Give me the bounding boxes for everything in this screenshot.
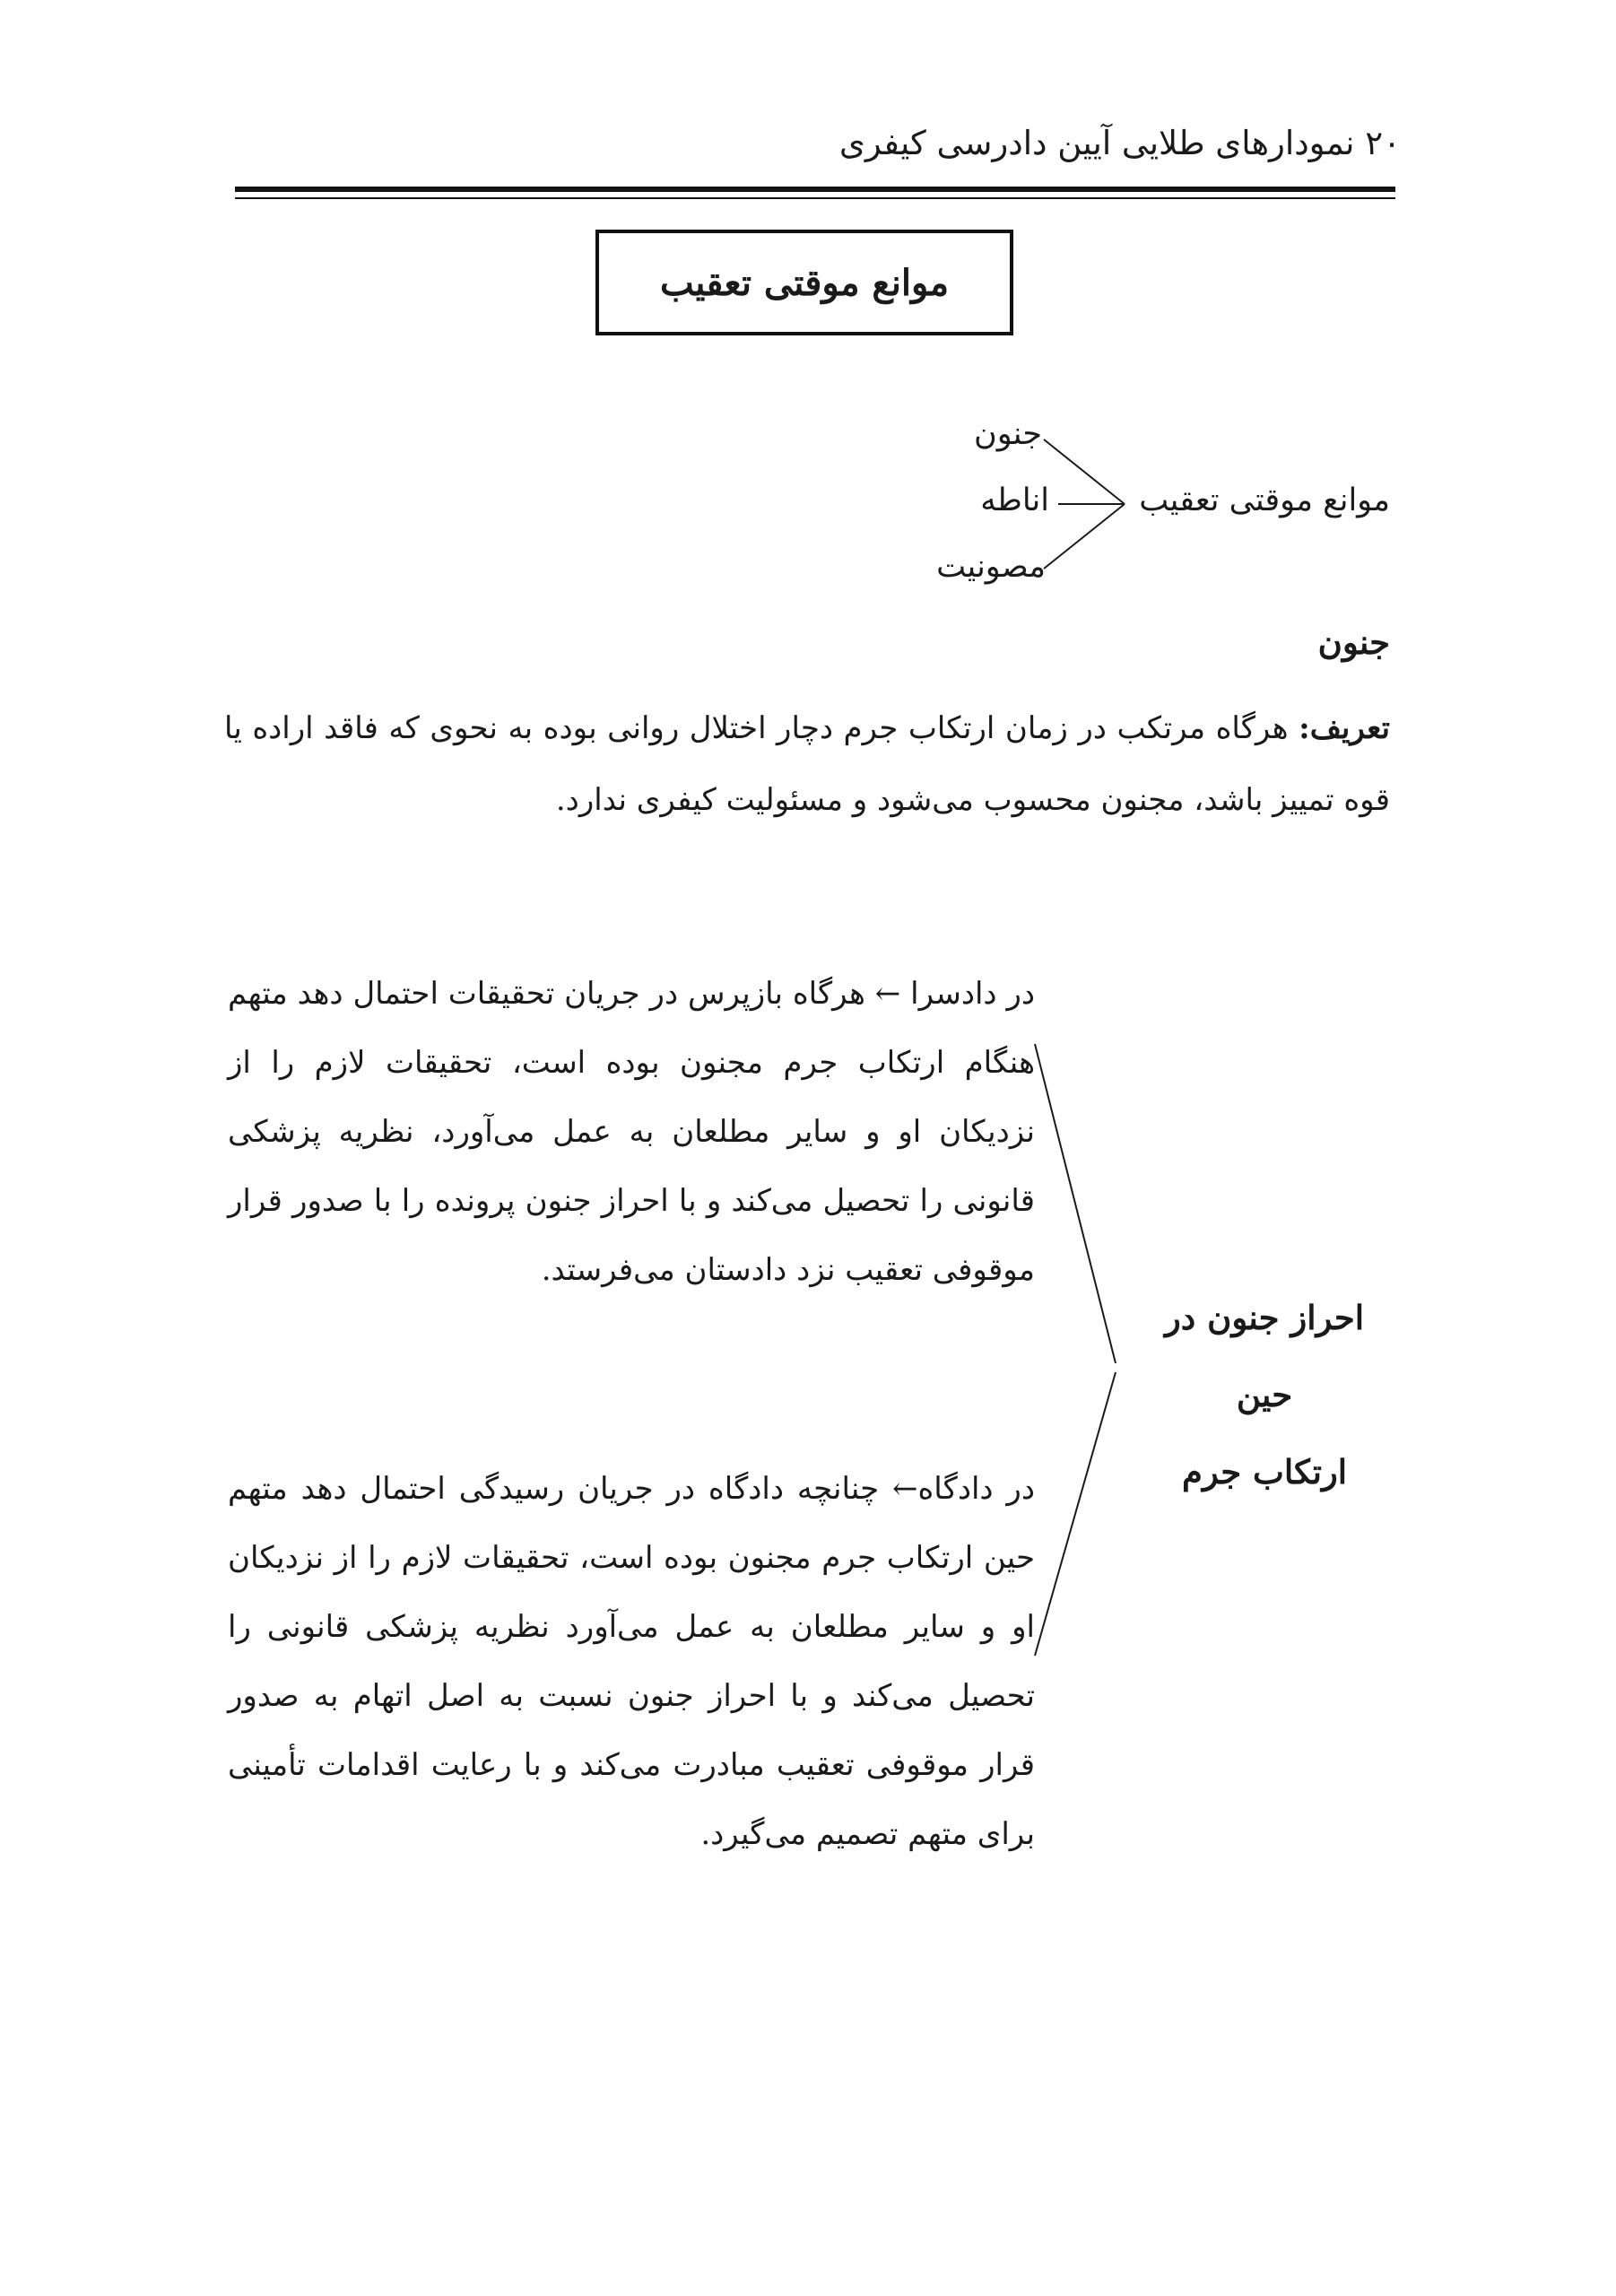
diagram-branch-immunity: مصونیت (936, 549, 1046, 585)
diagram-branch-insanity: جنون (974, 416, 1042, 452)
prosecutor-office-place: در دادسرا (910, 976, 1036, 1012)
arrow-icon: ← (891, 1471, 918, 1507)
connector-to-immunity (1044, 504, 1125, 569)
diagram-branch-prejudicial-question: اناطه (980, 483, 1049, 518)
prosecutor-office-paragraph (228, 960, 1035, 1305)
insanity-finding-label-line2: ارتکاب جرم (1181, 1452, 1348, 1492)
prosecutor-office-text: هرگاه بازپرس در جریان تحقیقات احتمال دهد متهم هنگام ارتکاب جرم مجنون بوده است، تحقیقات لازم را از نزدیکان او و سایر مطلعان به عمل می‌آورد، نظریه پزشکی قانونی را تحصیل می‌کند و با احراز جنون پرونده را با صدور قرار موقوفی تعقیب نزد دادستان می‌فرستد. (228, 976, 1035, 1288)
insanity-finding-label (1139, 1279, 1390, 1510)
court-paragraph (228, 1455, 1035, 1869)
definition-paragraph (224, 692, 1390, 836)
court-text: چنانچه دادگاه در جریان رسیدگی احتمال دهد متهم حین ارتکاب جرم مجنون بوده است، تحقیقات لازم را از نزدیکان او و سایر مطلعان به عمل می‌آورد نظریه پزشکی قانونی را تحصیل می‌کند و با احراز جنون نسبت به اصل اتهام به صدور قرار موقوفی تعقیب مبادرت می‌کند و با رعایت اقدامات تأمینی برای متهم تصمیم می‌گیرد. (228, 1471, 1035, 1852)
definition-text: هرگاه مرتکب در زمان ارتکاب جرم دچار اختلال روانی بوده به نحوی که فاقد اراده یا قوه تمییز باشد، مجنون محسوب می‌شود و مسئولیت کیفری ندارد. (224, 710, 1390, 818)
bracket-upper-line (1035, 1044, 1116, 1363)
definition-label: تعریف: (1299, 710, 1390, 746)
running-header: ۲۰ نمودارهای طلایی آیین دادرسی کیفری (838, 124, 1401, 162)
arrow-icon: ← (874, 976, 901, 1012)
title-text: موانع موقتی تعقیب (659, 261, 950, 304)
connector-to-insanity (1044, 439, 1125, 504)
diagram-root-label: موانع موقتی تعقیب (1139, 483, 1390, 518)
insanity-finding-label-line1: احراز جنون در حین (1164, 1298, 1365, 1414)
bracket-lower-line (1035, 1372, 1116, 1656)
section-heading: جنون (1317, 622, 1390, 662)
court-place: در دادگاه (917, 1471, 1035, 1507)
